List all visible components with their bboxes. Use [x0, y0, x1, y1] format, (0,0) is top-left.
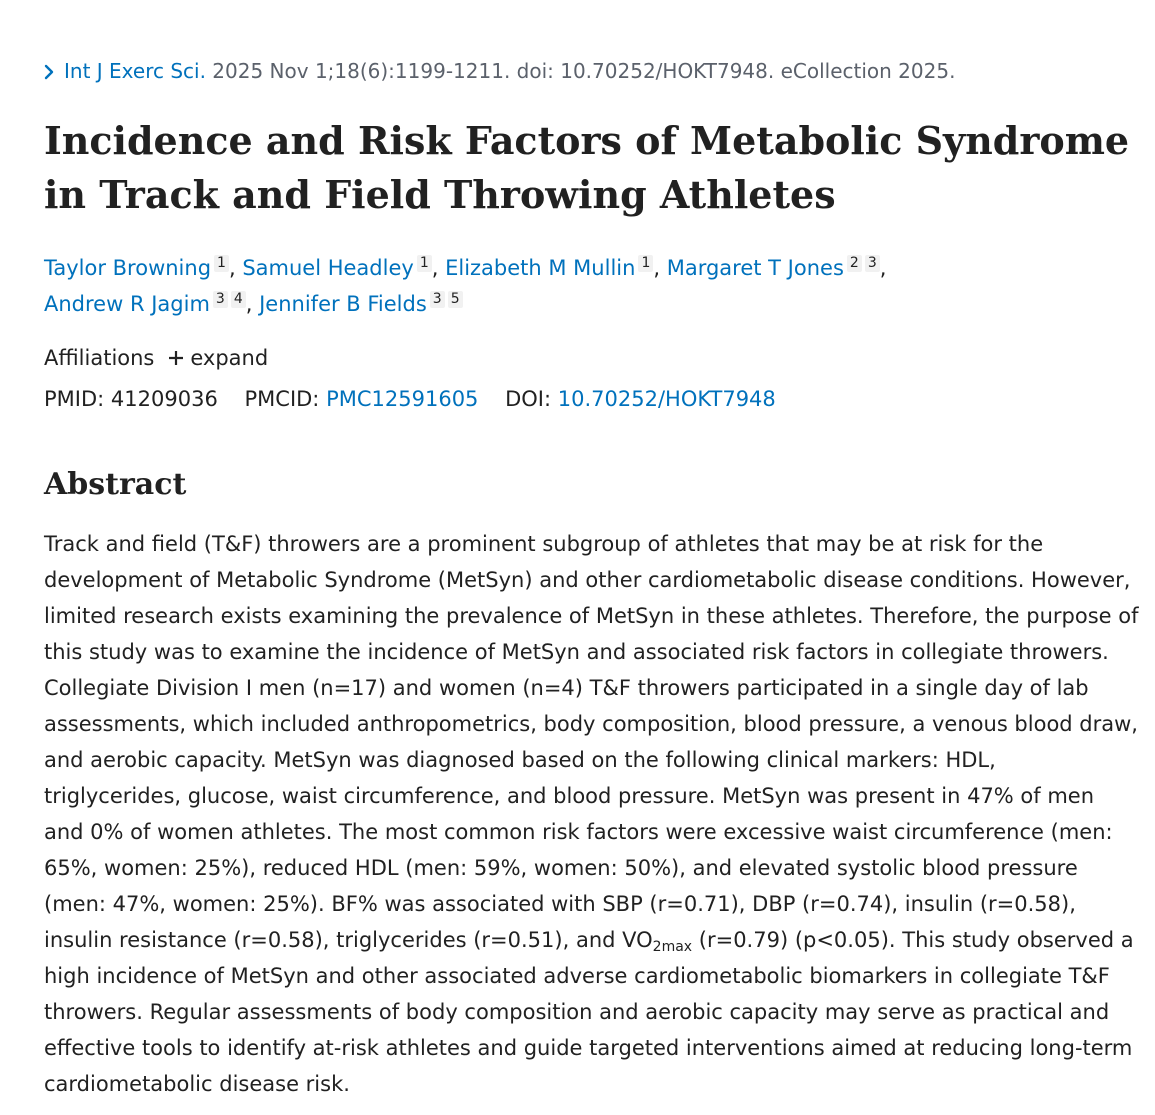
abstract-heading: Abstract	[44, 467, 187, 502]
doi-link[interactable]: 10.70252/HOKT7948	[557, 387, 776, 411]
affiliation-number[interactable]: 5	[448, 291, 463, 308]
author-link[interactable]: Margaret T Jones	[666, 256, 844, 280]
pmcid-link[interactable]: PMC12591605	[326, 387, 479, 411]
author-item	[667, 256, 880, 280]
plus-icon[interactable]	[168, 343, 184, 373]
affiliation-number[interactable]: 1	[417, 255, 432, 272]
pmcid-label: PMCID:	[244, 387, 320, 411]
affiliations-label: Affiliations	[44, 346, 155, 370]
abstract-text	[44, 526, 1139, 1102]
author-item	[242, 256, 431, 280]
article-title: Incidence and Risk Factors of Metabolic Syndrome in Track and Field Throwing Athletes	[44, 118, 1130, 217]
citation-line	[44, 58, 955, 86]
abstract-text-part2: (r=0.79) (p<0.05). This study observed a high incidence of MetSyn and other associated adverse cardiometabolic biomarkers in collegiate T&F throwers. Regular assessments of body composition and aerobic capacity may serve as practical and effective tools to identify at-risk athletes and guide targeted interventions aimed at reducing long-term cardiometabolic disease risk.	[44, 928, 1134, 1096]
affiliation-number[interactable]: 4	[231, 291, 246, 308]
affiliation-number[interactable]: 3	[865, 255, 880, 272]
author-list: Taylor Browning 1 , Samuel Headley 1 , Elizabeth M Mullin 1 , Margaret T Jones 2 3 , Andrew R Jagim 3 4 , Jennifer B Fields 3 5	[44, 255, 887, 316]
author-link[interactable]: Andrew R Jagim	[44, 292, 210, 316]
pmid-value: 41209036	[110, 387, 218, 411]
affiliation-number[interactable]: 2	[847, 255, 862, 272]
author-link[interactable]: Jennifer B Fields	[259, 292, 427, 316]
affiliation-number[interactable]: 1	[214, 255, 229, 272]
author-link[interactable]: Taylor Browning	[44, 256, 212, 280]
author-item	[259, 292, 463, 316]
author-item	[445, 256, 653, 280]
abstract-subscript: 2max	[652, 939, 693, 955]
affiliation-number[interactable]: 3	[213, 291, 228, 308]
identifiers	[44, 384, 776, 414]
affiliation-number[interactable]: 3	[430, 291, 445, 308]
pmid-label: PMID:	[44, 387, 105, 411]
affiliation-number[interactable]: 1	[638, 255, 653, 272]
abstract-text-part1: Track and field (T&F) throwers are a prominent subgroup of athletes that may be at risk for the development of Metabolic Syndrome (MetSyn) and other cardiometabolic disease conditions. However, limited research exists examining the prevalence of MetSyn in these athletes. Therefore, the purpose of this study was to examine the incidence of MetSyn and associated risk factors in collegiate throwers. Collegiate Division I men (n=17) and women (n=4) T&F throwers participated in a single day of lab assessments, which included anthropometrics, body composition, blood pressure, a venous blood draw, and aerobic capacity. MetSyn was diagnosed based on the following clinical markers: HDL, triglycerides, glucose, waist circumference, and blood pressure. MetSyn was present in 47% of men and 0% of women athletes. The most common risk factors were excessive waist circumference (men: 65%, women: 25%), reduced HDL (men: 59%, women: 50%), and elevated systolic blood pressure (men: 47%, women: 25%). BF% was associated with SBP (r=0.71), DBP (r=0.74), insulin (r=0.58), insulin resistance (r=0.58), triglycerides (r=0.51), and VO	[44, 532, 1139, 952]
expand-label[interactable]: expand	[190, 346, 269, 370]
author-item	[44, 292, 246, 316]
journal-link[interactable]: Int J Exerc Sci.	[64, 59, 206, 83]
citation-details: 2025 Nov 1;18(6):1199-1211. doi: 10.70252/HOKT7948. eCollection 2025.	[212, 59, 956, 83]
author-link[interactable]: Samuel Headley	[242, 256, 414, 280]
affiliations-toggle[interactable]	[44, 343, 268, 373]
author-link[interactable]: Elizabeth M Mullin	[445, 256, 636, 280]
chevron-right-icon[interactable]	[44, 60, 54, 86]
author-item	[44, 256, 229, 280]
doi-label: DOI:	[505, 387, 552, 411]
